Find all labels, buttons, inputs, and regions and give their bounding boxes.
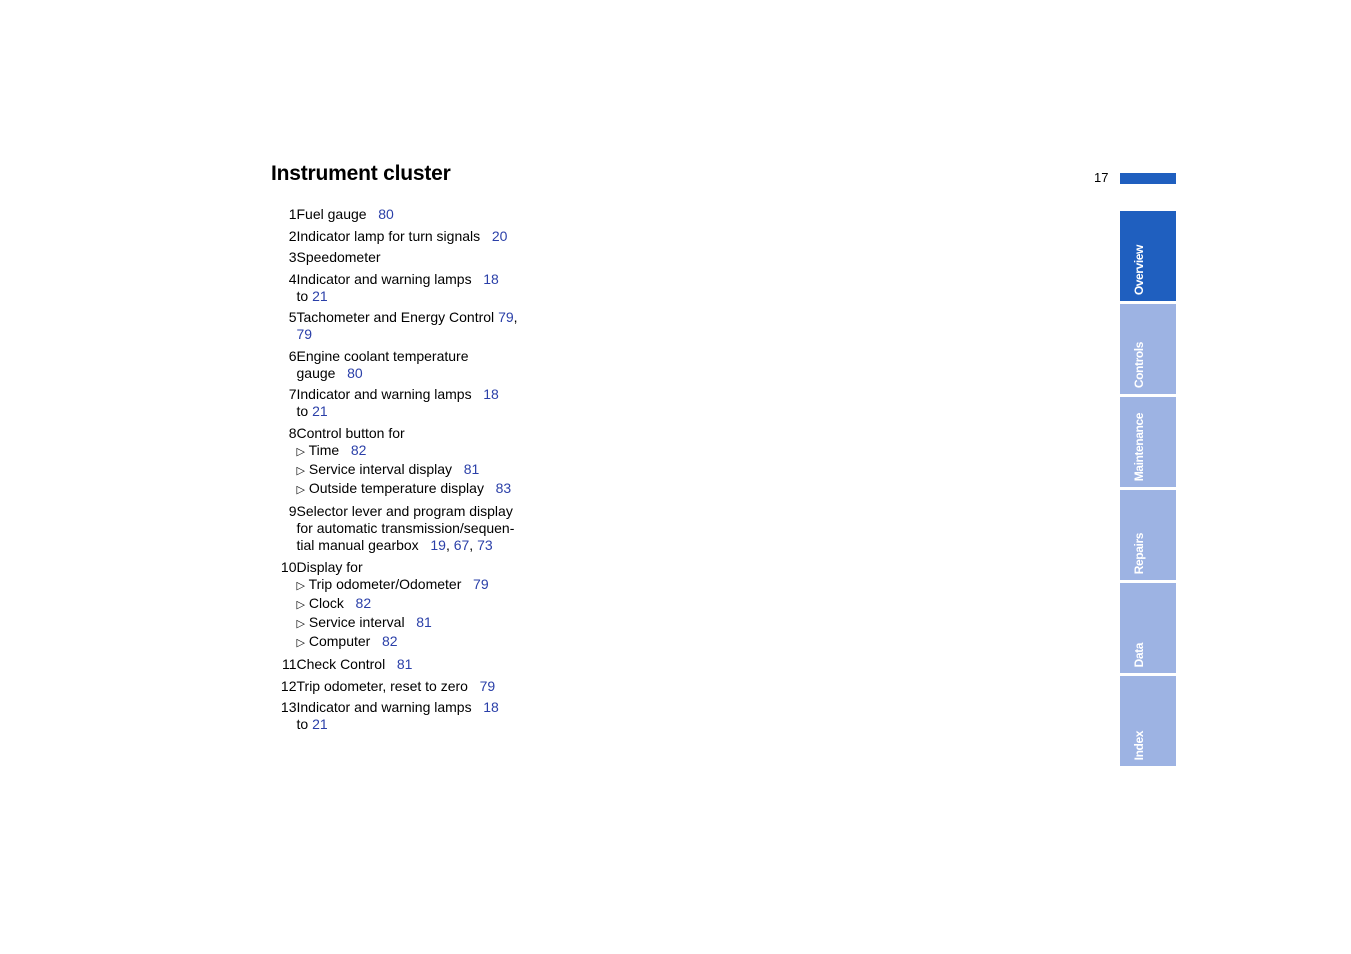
bullet-triangle-icon: ▷ [296,445,305,458]
item-number: 10 [280,558,297,575]
item-line [297,425,562,442]
item-number: 4 [288,270,297,287]
page-reference-link[interactable]: 21 [312,716,328,732]
list-item [271,249,561,266]
item-number: 11 [281,656,297,672]
tab-label: Overview [1132,244,1146,295]
list-item [271,678,561,695]
item-text [297,559,562,652]
page-reference-link[interactable]: 83 [495,479,512,496]
list-item [271,559,561,652]
item-label: Indicator and warning lamps [296,270,484,287]
item-line [297,678,562,695]
item-label: Service interval display [304,460,464,477]
item-text [297,386,562,420]
item-line [297,249,562,266]
item-text [297,228,562,245]
page-reference-link[interactable]: 73 [477,537,493,553]
tab-controls[interactable] [1120,304,1176,394]
item-text [297,678,562,695]
item-number: 3 [288,249,297,265]
page-reference-link[interactable]: 20 [491,227,508,244]
page-reference-link[interactable]: 79 [473,575,489,592]
item-label: Clock [304,594,356,611]
item-number: 7 [288,386,297,402]
list-item [271,348,561,382]
item-line [297,559,562,576]
bullet-triangle-icon: ▷ [296,464,305,477]
list-item [271,503,561,554]
item-line [297,576,562,595]
legend-list [271,206,561,738]
page-reference-link[interactable]: 18 [483,699,499,715]
item-line [297,403,562,420]
page-reference-link[interactable]: 82 [350,441,367,458]
item-label: Indicator and warning lamps [296,699,484,715]
item-line [297,633,562,652]
page-reference-link[interactable]: 19 [430,537,446,553]
page-reference-link[interactable]: 79 [498,309,514,325]
tab-maintenance[interactable] [1120,397,1176,487]
page-reference-link[interactable]: 67 [453,537,470,553]
item-label: Engine coolant temperature [296,347,469,364]
item-line [297,309,562,326]
item-label: Indicator and warning lamps [296,386,484,402]
item-label: , [513,309,518,325]
item-text [297,425,562,499]
item-text [297,656,562,673]
tab-label: Maintenance [1132,412,1146,481]
item-line [297,326,562,343]
item-label: Display for [296,558,363,575]
item-line [297,386,562,403]
item-line [297,365,562,382]
tab-index[interactable] [1120,676,1176,766]
item-text [297,309,562,343]
page-number: 17 [1094,170,1109,185]
bullet-triangle-icon: ▷ [296,617,305,630]
item-number: 8 [288,424,297,441]
item-line [297,206,562,223]
page-reference-link[interactable]: 80 [378,206,394,222]
page-reference-link[interactable]: 18 [483,386,499,402]
page-reference-link[interactable]: 81 [463,460,480,477]
item-number: 1 [288,206,297,222]
item-line [297,288,562,305]
section-tabs [1120,211,1176,769]
item-line [297,716,562,733]
page-reference-link[interactable]: 82 [382,632,398,649]
page-reference-link[interactable]: 21 [312,403,328,419]
item-number: 6 [288,347,297,364]
item-label: tial manual gearbox [296,537,431,553]
item-line [297,271,562,288]
item-line [297,228,562,245]
item-label: , [469,537,478,553]
page-reference-link[interactable]: 79 [479,677,496,694]
list-item [271,656,561,673]
item-text [297,206,562,223]
item-text [297,699,562,733]
page-title: Instrument cluster [271,162,451,185]
list-item [271,699,561,733]
item-label: to [296,716,313,732]
item-label: to [296,403,313,419]
list-item [271,271,561,305]
item-label: Computer [304,632,382,649]
item-label: Fuel gauge [296,206,379,222]
tab-label: Controls [1132,341,1146,388]
item-line [297,656,562,673]
item-line [297,537,562,554]
page-reference-link[interactable]: 79 [296,326,313,342]
item-label: Service interval [304,613,417,630]
page-marker-bar [1120,173,1176,184]
item-label: Speedometer [296,249,381,265]
item-line [297,614,562,633]
page-reference-link[interactable]: 80 [347,364,363,381]
bullet-triangle-icon: ▷ [296,483,305,496]
item-label: Control button for [296,424,405,441]
page-reference-link[interactable]: 82 [355,594,372,611]
item-text [297,271,562,305]
item-line [297,595,562,614]
page-reference-link[interactable]: 81 [416,613,432,630]
item-label: Trip odometer, reset to zero [296,677,480,694]
item-label: to [296,287,313,304]
item-text [297,503,562,554]
tab-repairs[interactable] [1120,490,1176,580]
item-number: 9 [288,503,297,519]
list-item [271,206,561,223]
item-line [297,461,562,480]
item-label: , [445,537,454,553]
item-text [297,249,562,266]
item-label: Check Control [296,656,397,672]
item-label: Trip odometer/Odometer [304,575,474,592]
tab-overview[interactable] [1120,211,1176,301]
list-item [271,309,561,343]
item-text [297,348,562,382]
item-line [297,480,562,499]
item-label: Tachometer and Energy Control [296,309,499,325]
item-label: Time [304,441,351,458]
page-reference-link[interactable]: 21 [312,287,328,304]
item-label: Indicator lamp for turn signals [296,227,492,244]
item-number: 12 [280,677,297,694]
bullet-triangle-icon: ▷ [296,636,305,649]
tab-data[interactable] [1120,583,1176,673]
item-line [297,348,562,365]
bullet-triangle-icon: ▷ [296,579,305,592]
item-label: Outside temperature display [304,479,496,496]
item-line [297,699,562,716]
item-label: gauge [296,364,348,381]
item-number: 5 [288,309,297,325]
tab-label: Index [1132,730,1146,760]
item-number: 13 [280,699,297,715]
item-label: for automatic transmission/sequen- [296,520,515,536]
list-item [271,425,561,499]
page-reference-link[interactable]: 18 [483,270,499,287]
bullet-triangle-icon: ▷ [296,598,305,611]
list-item [271,228,561,245]
item-line [297,503,562,520]
page-reference-link[interactable]: 81 [396,656,413,672]
item-line [297,520,562,537]
item-number: 2 [288,227,297,244]
item-label: Selector lever and program display [296,503,513,519]
item-line [297,442,562,461]
list-item [271,386,561,420]
tab-label: Data [1132,642,1146,667]
tab-label: Repairs [1132,532,1146,574]
